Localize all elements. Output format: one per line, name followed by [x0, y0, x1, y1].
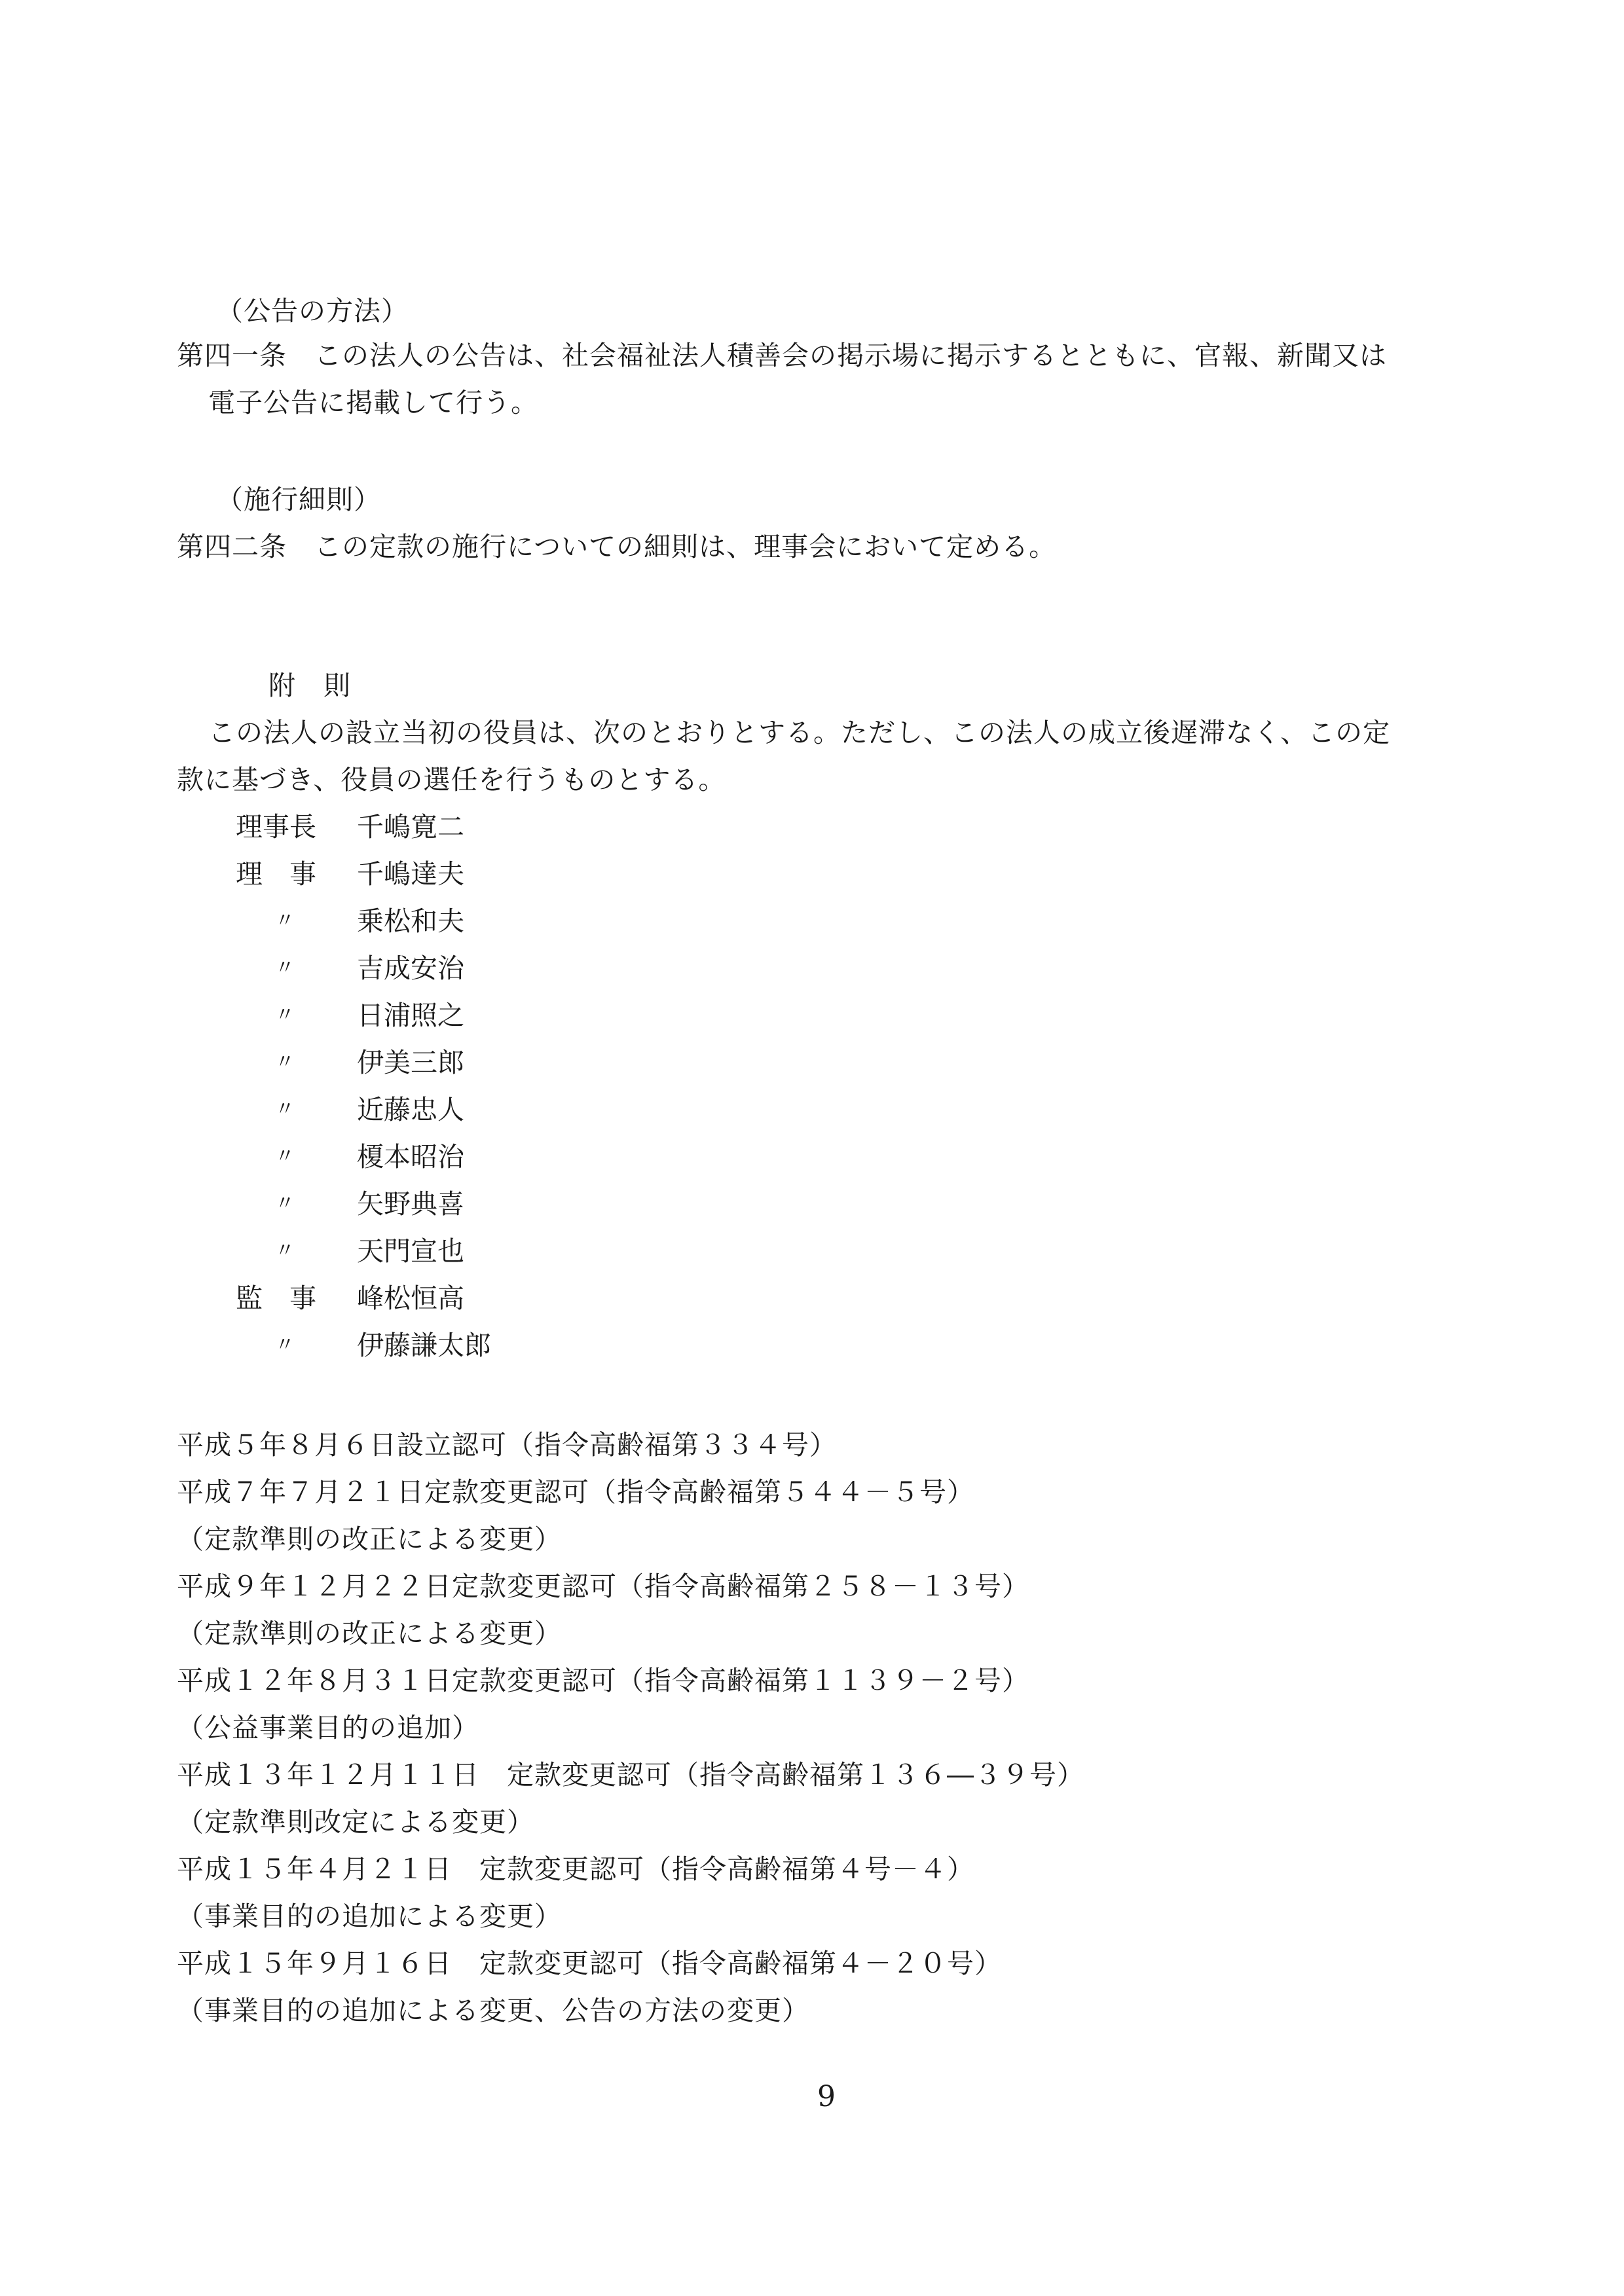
- history-entry: 平成５年８月６日設立認可（指令高齢福第３３４号）: [177, 1429, 837, 1461]
- officer-role: 監 事: [236, 1283, 316, 1314]
- history-entry: 平成１５年４月２１日 定款変更認可（指令高齢福第４号－４）: [177, 1853, 974, 1885]
- officer-role: 理事長: [236, 811, 316, 843]
- history-entry: 平成９年１２月２２日定款変更認可（指令高齢福第２５８－１３号）: [177, 1571, 1029, 1602]
- supplementary-paragraph-line1: この法人の設立当初の役員は、次のとおりとする。ただし、この法人の成立後遅滞なく、この定: [208, 717, 1391, 748]
- officer-name: 榎本昭治: [357, 1141, 464, 1173]
- history-note: （定款準則の改正による変更）: [177, 1523, 562, 1555]
- ditto-mark: 〃: [275, 957, 295, 979]
- officer-name: 矢野典喜: [357, 1188, 464, 1220]
- ditto-mark: 〃: [275, 1051, 295, 1074]
- history-note: （事業目的の追加による変更）: [177, 1901, 562, 1932]
- history-note: （定款準則の改正による変更）: [177, 1618, 562, 1649]
- officer-name: 乗松和夫: [357, 905, 464, 937]
- article42-heading: （施行細則）: [216, 484, 381, 515]
- officer-name: 千嶋達夫: [357, 858, 464, 890]
- ditto-mark: 〃: [275, 1098, 295, 1121]
- ditto-mark: 〃: [275, 1004, 295, 1027]
- officer-name: 伊藤謙太郎: [357, 1330, 491, 1361]
- article42-text-line1: 第四二条 この定款の施行についての細則は、理事会において定める。: [177, 531, 1057, 562]
- history-entry: 平成１２年８月３１日定款変更認可（指令高齢福第１１３９－２号）: [177, 1665, 1029, 1696]
- ditto-mark: 〃: [275, 909, 295, 932]
- history-note: （事業目的の追加による変更、公告の方法の変更）: [177, 1995, 809, 2026]
- article41-text-line1: 第四一条 この法人の公告は、社会福祉法人積善会の掲示場に掲示するとともに、官報、新聞又は: [177, 340, 1387, 371]
- history-entry: 平成１５年９月１６日 定款変更認可（指令高齢福第４－２０号）: [177, 1948, 1002, 1979]
- officer-name: 伊美三郎: [357, 1047, 464, 1078]
- article41-heading: （公告の方法）: [216, 295, 409, 327]
- history-entry: 平成１３年１２月１１日 定款変更認可（指令高齢福第１３６―３９号）: [177, 1759, 1084, 1791]
- officer-name: 日浦照之: [357, 1000, 464, 1031]
- page-number: 9: [817, 2080, 836, 2113]
- officer-name: 吉成安治: [357, 953, 464, 984]
- officer-name: 千嶋寛二: [357, 811, 464, 843]
- ditto-mark: 〃: [275, 1334, 295, 1357]
- officer-name: 近藤忠人: [357, 1094, 464, 1125]
- ditto-mark: 〃: [275, 1145, 295, 1168]
- officer-role: 理 事: [236, 858, 316, 890]
- supplementary-paragraph-line2: 款に基づき、役員の選任を行うものとする。: [177, 764, 726, 795]
- article41-text-line2: 電子公告に掲載して行う。: [208, 387, 538, 418]
- officer-name: 峰松恒高: [357, 1283, 464, 1314]
- officer-name: 天門宣也: [357, 1235, 464, 1267]
- ditto-mark: 〃: [275, 1192, 295, 1215]
- ditto-mark: 〃: [275, 1239, 295, 1262]
- history-note: （定款準則改定による変更）: [177, 1806, 534, 1838]
- history-entry: 平成７年７月２１日定款変更認可（指令高齢福第５４４－５号）: [177, 1476, 974, 1508]
- supplementary-heading: 附 則: [268, 670, 351, 701]
- history-note: （公益事業目的の追加）: [177, 1712, 479, 1743]
